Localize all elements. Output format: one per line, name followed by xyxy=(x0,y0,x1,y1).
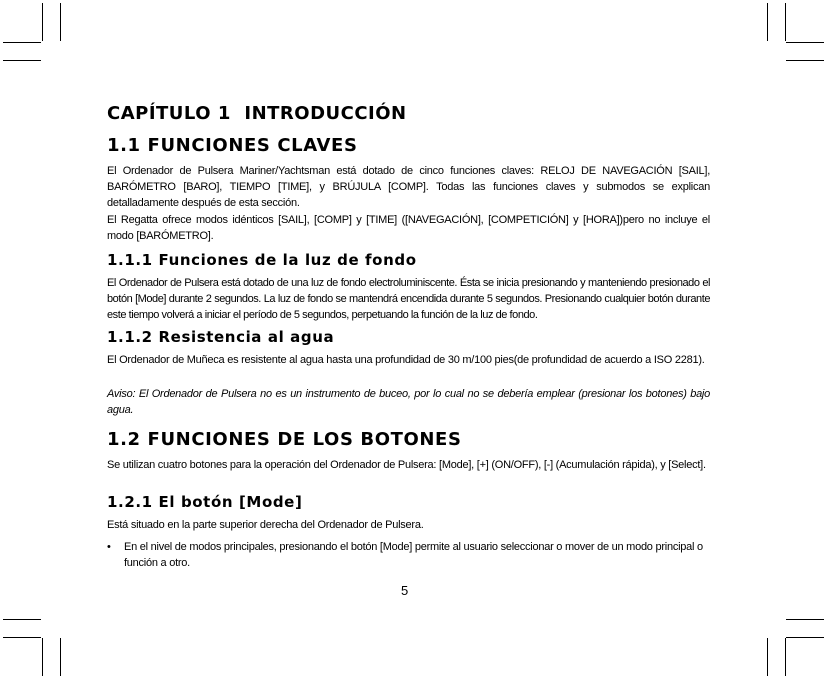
crop-mark xyxy=(785,638,786,676)
page-number: 5 xyxy=(401,583,409,598)
crop-mark xyxy=(3,42,41,43)
crop-mark xyxy=(3,619,41,620)
paragraph-regatta: El Regatta ofrece modos idénticos [SAIL], [COMP] y [TIME] ([NAVEGACIÓN], [COMPETICIÓN] y [HORA])pero no incluye el modo [BARÓMETRO]. xyxy=(107,214,710,242)
bullet-text: En el nivel de modos principales, presionando el botón [Mode] permite al usuario seleccionar o mover de un modo principal o función a otro. xyxy=(124,541,703,569)
crop-mark xyxy=(42,638,43,676)
crop-mark xyxy=(767,3,768,41)
section-heading-buttons: 1.2 FUNCIONES DE LOS BOTONES xyxy=(107,429,462,450)
crop-mark xyxy=(3,637,41,638)
section-heading-key-functions: 1.1 FUNCIONES CLAVES xyxy=(107,135,358,156)
subsection-heading-mode-button: 1.2.1 El botón [Mode] xyxy=(107,493,303,511)
chapter-title: CAPÍTULO 1 INTRODUCCIÓN xyxy=(107,103,407,124)
paragraph-buttons: Se utilizan cuatro botones para la operación del Ordenador de Pulsera: [Mode], [+] (ON/OFF), [-] (Acumulación rápida), y [Select]. xyxy=(107,459,706,471)
crop-mark xyxy=(60,638,61,676)
bullet-mark: • xyxy=(107,541,111,553)
crop-mark xyxy=(786,60,824,61)
crop-mark xyxy=(60,3,61,41)
crop-mark xyxy=(42,3,43,41)
subsection-heading-water-resistance: 1.1.2 Resistencia al agua xyxy=(107,328,335,346)
crop-mark xyxy=(786,42,824,43)
subsection-heading-backlight: 1.1.1 Funciones de la luz de fondo xyxy=(107,251,417,269)
paragraph-mode-button: Está situado en la parte superior derecha del Ordenador de Pulsera. xyxy=(107,519,424,531)
crop-mark xyxy=(785,3,786,41)
crop-mark xyxy=(786,637,824,638)
note-warning: Aviso: El Ordenador de Pulsera no es un instrumento de buceo, por lo cual no se debería emplear (presionar los botones) bajo agua. xyxy=(107,388,710,416)
paragraph-water-resistance: El Ordenador de Muñeca es resistente al agua hasta una profundidad de 30 m/100 pies(de profundidad de acuerdo a ISO 2281). xyxy=(107,354,705,366)
crop-mark xyxy=(3,60,41,61)
crop-mark xyxy=(786,619,824,620)
paragraph-key-functions: El Ordenador de Pulsera Mariner/Yachtsman está dotado de cinco funciones claves: RELOJ DE NAVEGACIÓN [SAIL], BARÓMETRO [BARO], TIEMPO [TIME], y BRÚJULA [COMP]. Todas las funciones claves y submodos se explican detalladamente después de esta sección. xyxy=(107,165,710,209)
paragraph-backlight: El Ordenador de Pulsera está dotado de una luz de fondo electroluminiscente. Ésta se inicia presionando y manteniendo presionado el botón [Mode] durante 2 segundos. La luz de fondo se mantendrá encendida durante 5 segundos. Presionando cualquier botón durante este tiempo volverá a iniciar el período de 5 segundos, perpetuando la función de la luz de fondo. xyxy=(107,277,710,321)
crop-mark xyxy=(767,638,768,676)
